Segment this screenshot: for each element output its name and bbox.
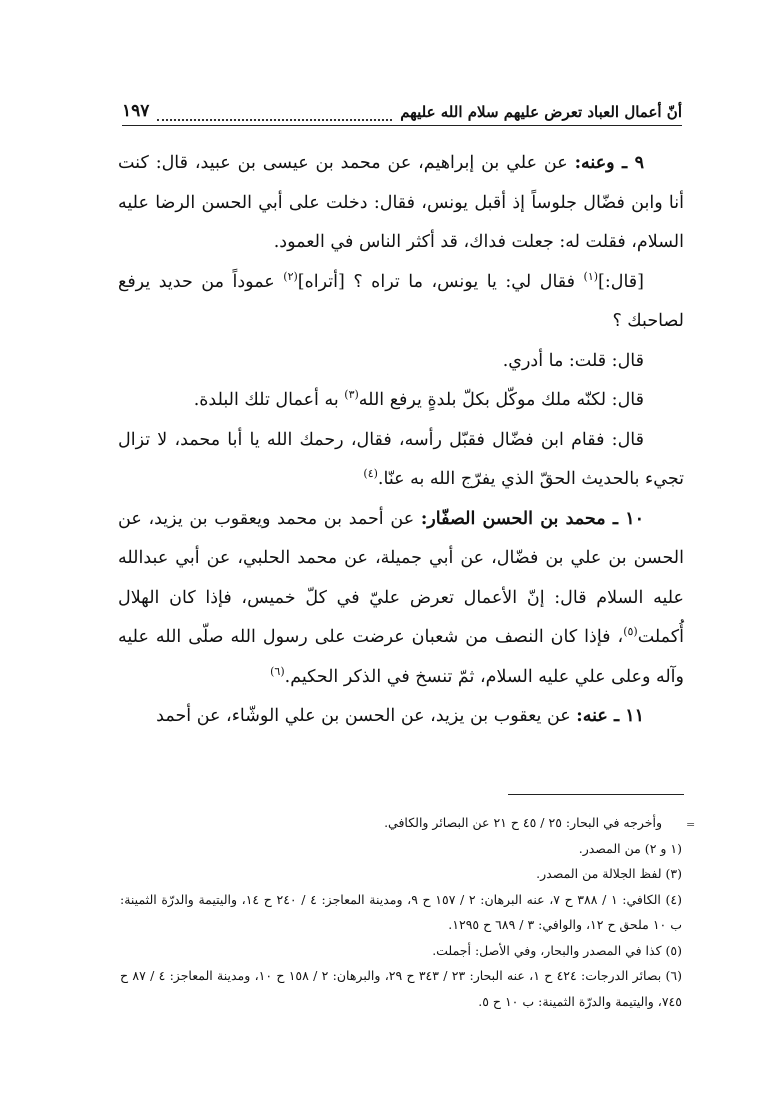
footnote-ref: (١)	[583, 269, 599, 283]
footnote-ref: (٤)	[363, 467, 378, 481]
footnote-item: (١ و ٢) من المصدر.	[578, 840, 682, 856]
footnote-item: (٥) كذا في المصدر والبحار، وفي الأصل: أجملت.	[432, 942, 682, 958]
text-segment: عن أحمد بن محمد ويعقوب بن يزيد، عن الحسن بن علي بن فضّال، عن أبي جميلة، عن محمد الحلبي، عن أبي عبدالله عليه السلام قال: إنّ الأعمال تعرض عليّ في كلّ خميس، فإذا كان الهلال أُكملت	[118, 508, 684, 647]
text-segment: قال: لكنّه ملك موكّل بكلّ بلدةٍ يرفع الله	[358, 390, 644, 410]
hadith-10	[118, 500, 684, 698]
text-segment: [قال:]	[598, 271, 644, 292]
text-segment: فقال لي: يا يونس، ما تراه ؟ [أتراه]	[297, 271, 584, 292]
footnote-item: (٦) بصائر الدرجات: ٤٢٤ ح ١، عنه البحار: ٢٣ / ٣٤٣ ح ٢٩، والبرهان: ٢ / ١٥٨ ح ١٠، ومدينة المعاجز: ٤ / ٨٧ ح ٧٤٥، واليتيمة والدرّة الثمينة: ب ١٠ ح ٥.	[120, 968, 682, 1009]
text-segment: ، فإذا كان النصف من شعبان عرضت على رسول الله صلّى الله عليه وآله وعلى علي عليه السلام، ثمّ تنسخ في الذكر الحكيم.	[118, 627, 684, 687]
hadith-11	[118, 697, 684, 737]
footnote-ref: (٦)	[270, 664, 285, 678]
footnotes	[120, 810, 682, 1014]
hadith-number: ٩ ـ وعنه:	[574, 153, 644, 173]
text-segment: به أعمال تلك البلدة.	[193, 390, 345, 410]
hadith-number: ١١ ـ عنه:	[576, 706, 644, 726]
paragraph	[118, 421, 684, 500]
text-segment: قال: قلت: ما أدري.	[502, 350, 644, 371]
chapter-title: أنّ أعمال العباد تعرض عليهم سلام الله عليهم	[400, 103, 682, 121]
footnote-item: وأخرجه في البحار: ٢٥ / ٤٥ ح ٢١ عن البصائر والكافي.	[384, 815, 662, 830]
paragraph	[118, 342, 684, 382]
leader-dots	[157, 111, 392, 121]
continuation-marker: =	[686, 818, 696, 831]
hadith-number: ١٠ ـ محمد بن الحسن الصفّار:	[420, 508, 644, 529]
text-segment: عن يعقوب بن يزيد، عن الحسن بن علي الوشّاء، عن أحمد	[156, 706, 577, 726]
footnote-separator	[508, 794, 684, 795]
paragraph	[118, 263, 684, 342]
page-number: ١٩٧	[122, 101, 150, 121]
hadith-9	[118, 144, 684, 263]
text-segment: عموداً من حديد يرفع لصاحبك ؟	[118, 271, 684, 331]
footnote-ref: (٥)	[623, 625, 638, 639]
text-segment: قال: فقام ابن فضّال فقبّل رأسه، فقال، رحمك الله يا أبا محمد، لا تزال تجيء بالحديث الحقّ الذي يفرّج الله به عنّا.	[118, 429, 684, 489]
footnote-ref: (٣)	[344, 388, 359, 402]
footnote-ref: (٢)	[283, 269, 298, 283]
main-text	[118, 144, 684, 737]
hadith-text: عن علي بن إبراهيم، عن محمد بن عيسى بن عبيد، قال: كنت أنا وابن فضّال جلوساً إذ أقبل يونس، فقال: دخلت على أبي الحسن الرضا عليه السلام، فقلت له: جعلت فداك، قد أكثر الناس في العمود.	[118, 153, 684, 252]
running-header	[122, 92, 682, 126]
paragraph	[118, 381, 684, 421]
footnote-item: (٤) الكافي: ١ / ٣٨٨ ح ٧، عنه البرهان: ٢ / ١٥٧ ح ٩، ومدينة المعاجز: ٤ / ٢٤٠ ح ١٤، واليتيمة والدرّة الثمينة: ب ١٠ ملحق ح ١٢، والوافي: ٣ / ٦٨٩ ح ١٢٩٥.	[120, 891, 683, 932]
footnote-item: (٣) لفظ الجلالة من المصدر.	[536, 866, 682, 881]
